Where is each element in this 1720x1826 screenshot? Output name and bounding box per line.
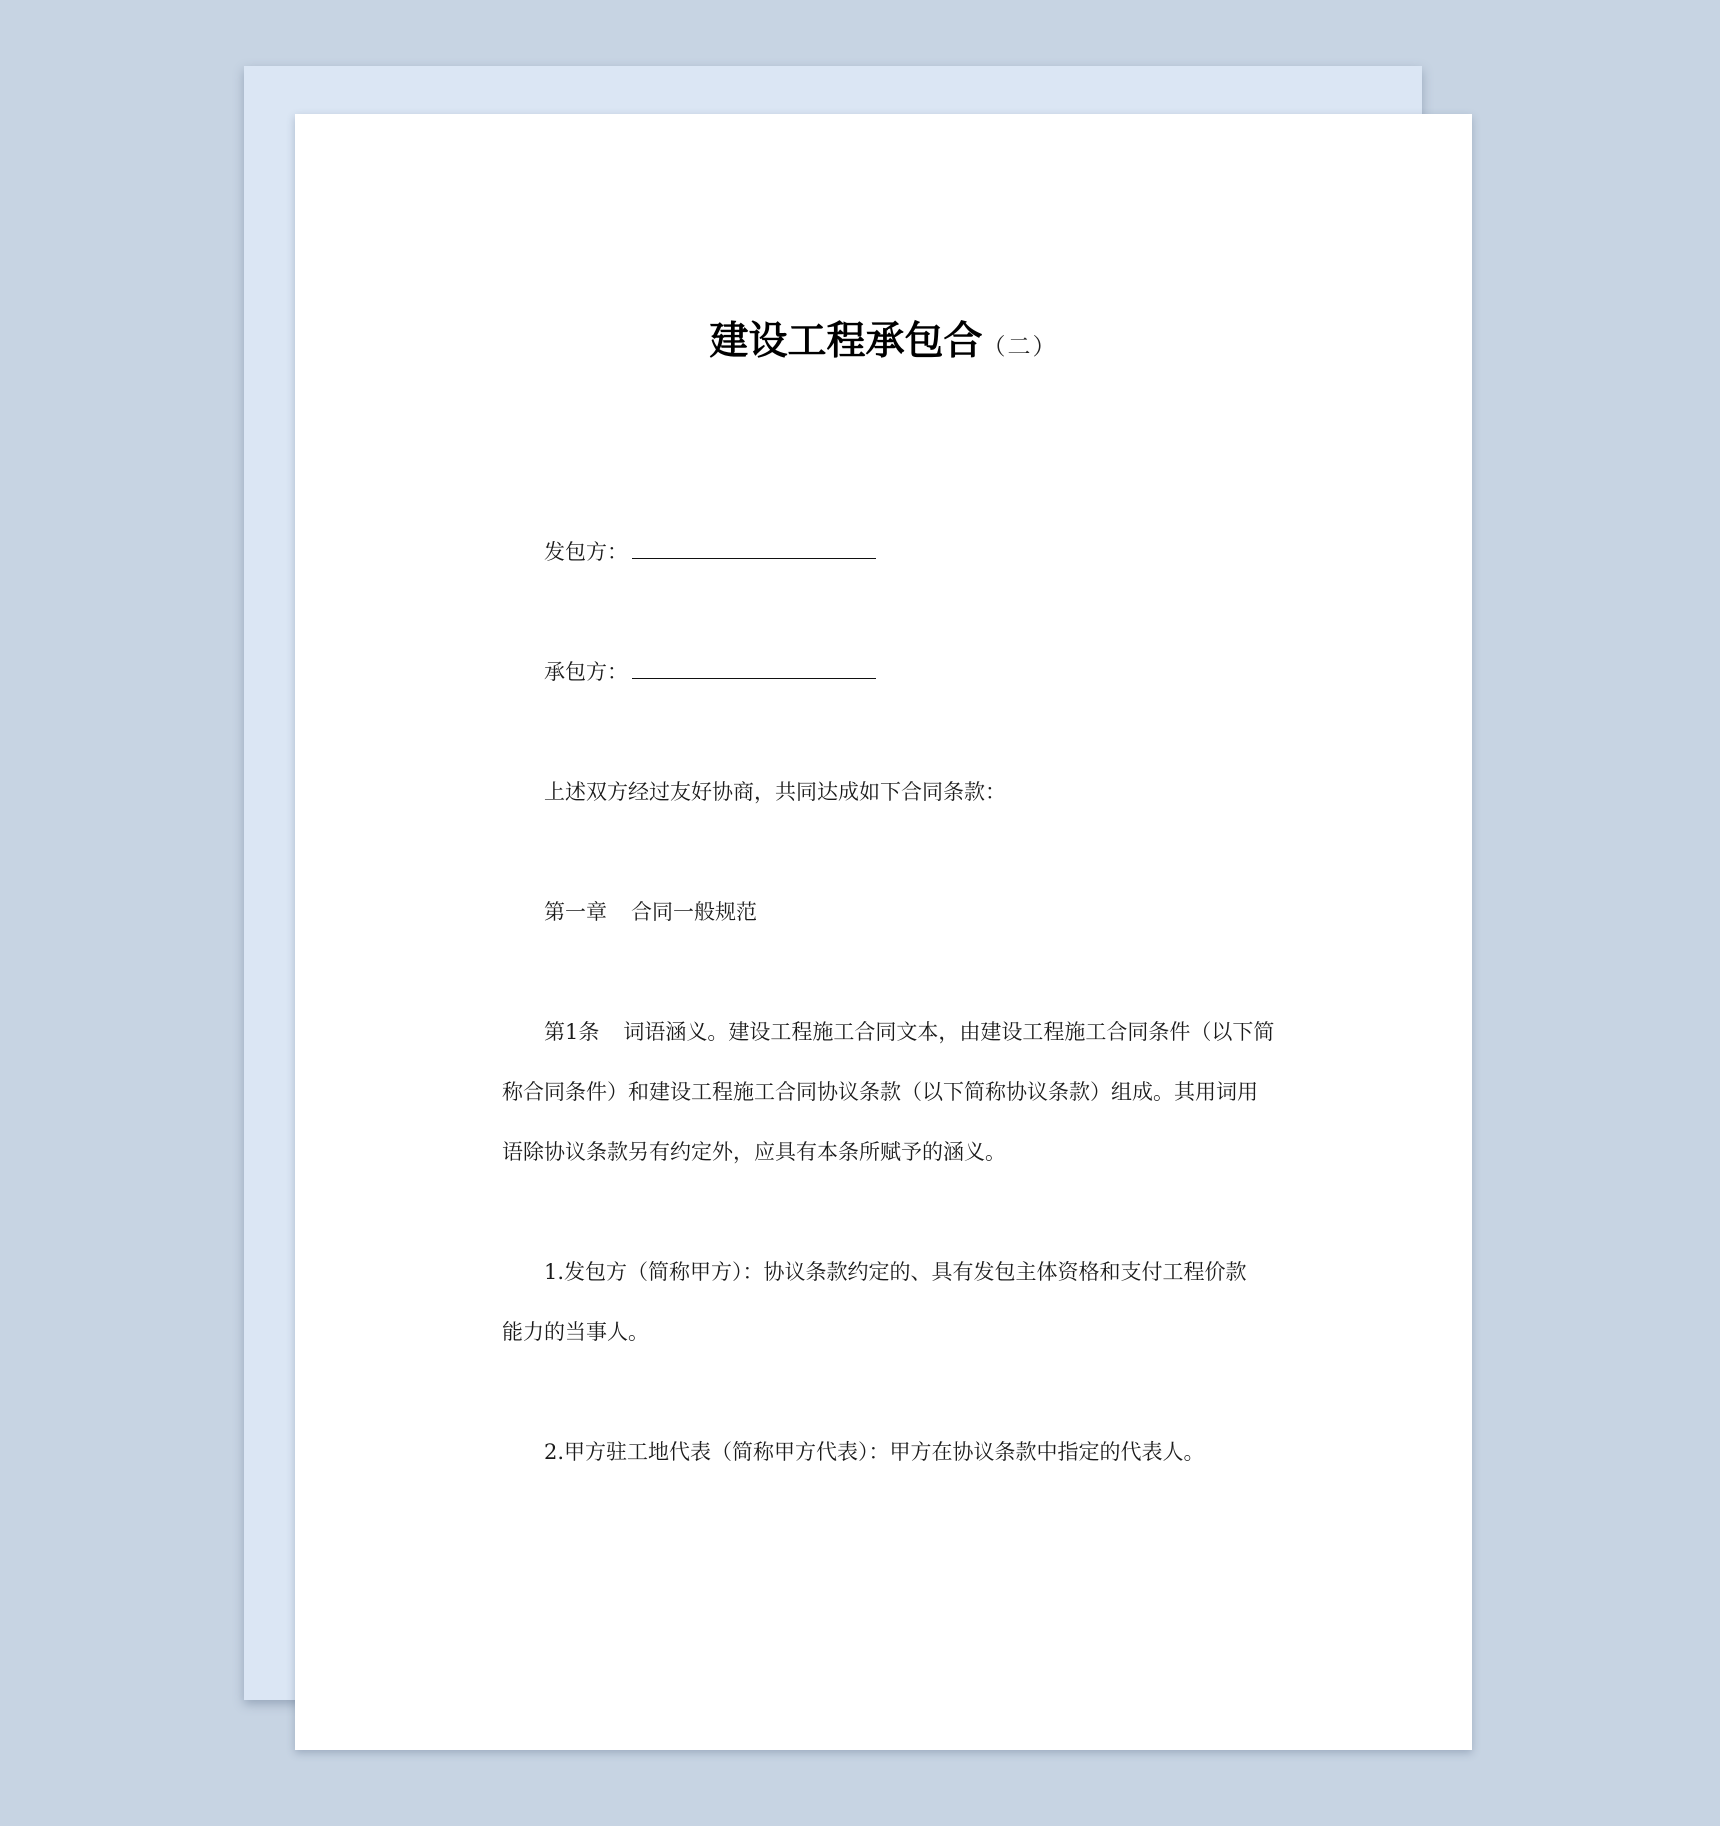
- item2-line1: 2.甲方驻工地代表（简称甲方代表）：甲方在协议条款中指定的代表人。: [544, 1440, 1205, 1464]
- article1-number: 第1条: [544, 1020, 600, 1044]
- party-b-blank: [632, 658, 876, 679]
- item1-line1: 1.发包方（简称甲方）：协议条款约定的、具有发包主体资格和支付工程价款: [544, 1260, 1247, 1284]
- party-a-blank: [632, 538, 876, 559]
- chapter-title: 合同一般规范: [631, 900, 757, 924]
- party-a-label: 发包方：: [544, 540, 628, 564]
- document-title: [295, 310, 1472, 366]
- article1-line1: [544, 1017, 1274, 1047]
- item1-line2: 能力的当事人。: [502, 1320, 649, 1344]
- article1-line1-text: 词语涵义。建设工程施工合同文本，由建设工程施工合同条件（以下简: [623, 1020, 1275, 1044]
- title-sub: （二）: [982, 334, 1058, 360]
- title-main: 建设工程承包合: [709, 319, 983, 364]
- chapter-number: 第一章: [544, 900, 607, 924]
- article1-line2: 称合同条件）和建设工程施工合同协议条款（以下简称协议条款）组成。其用词用: [502, 1080, 1258, 1104]
- document-page: [295, 114, 1472, 1750]
- party-b-line: [544, 657, 876, 687]
- article1-line3: 语除协议条款另有约定外，应具有本条所赋予的涵义。: [502, 1140, 1006, 1164]
- intro-paragraph: 上述双方经过友好协商，共同达成如下合同条款：: [544, 780, 1006, 804]
- party-a-line: [544, 537, 876, 567]
- party-b-label: 承包方：: [544, 660, 628, 684]
- chapter-heading: [544, 897, 757, 927]
